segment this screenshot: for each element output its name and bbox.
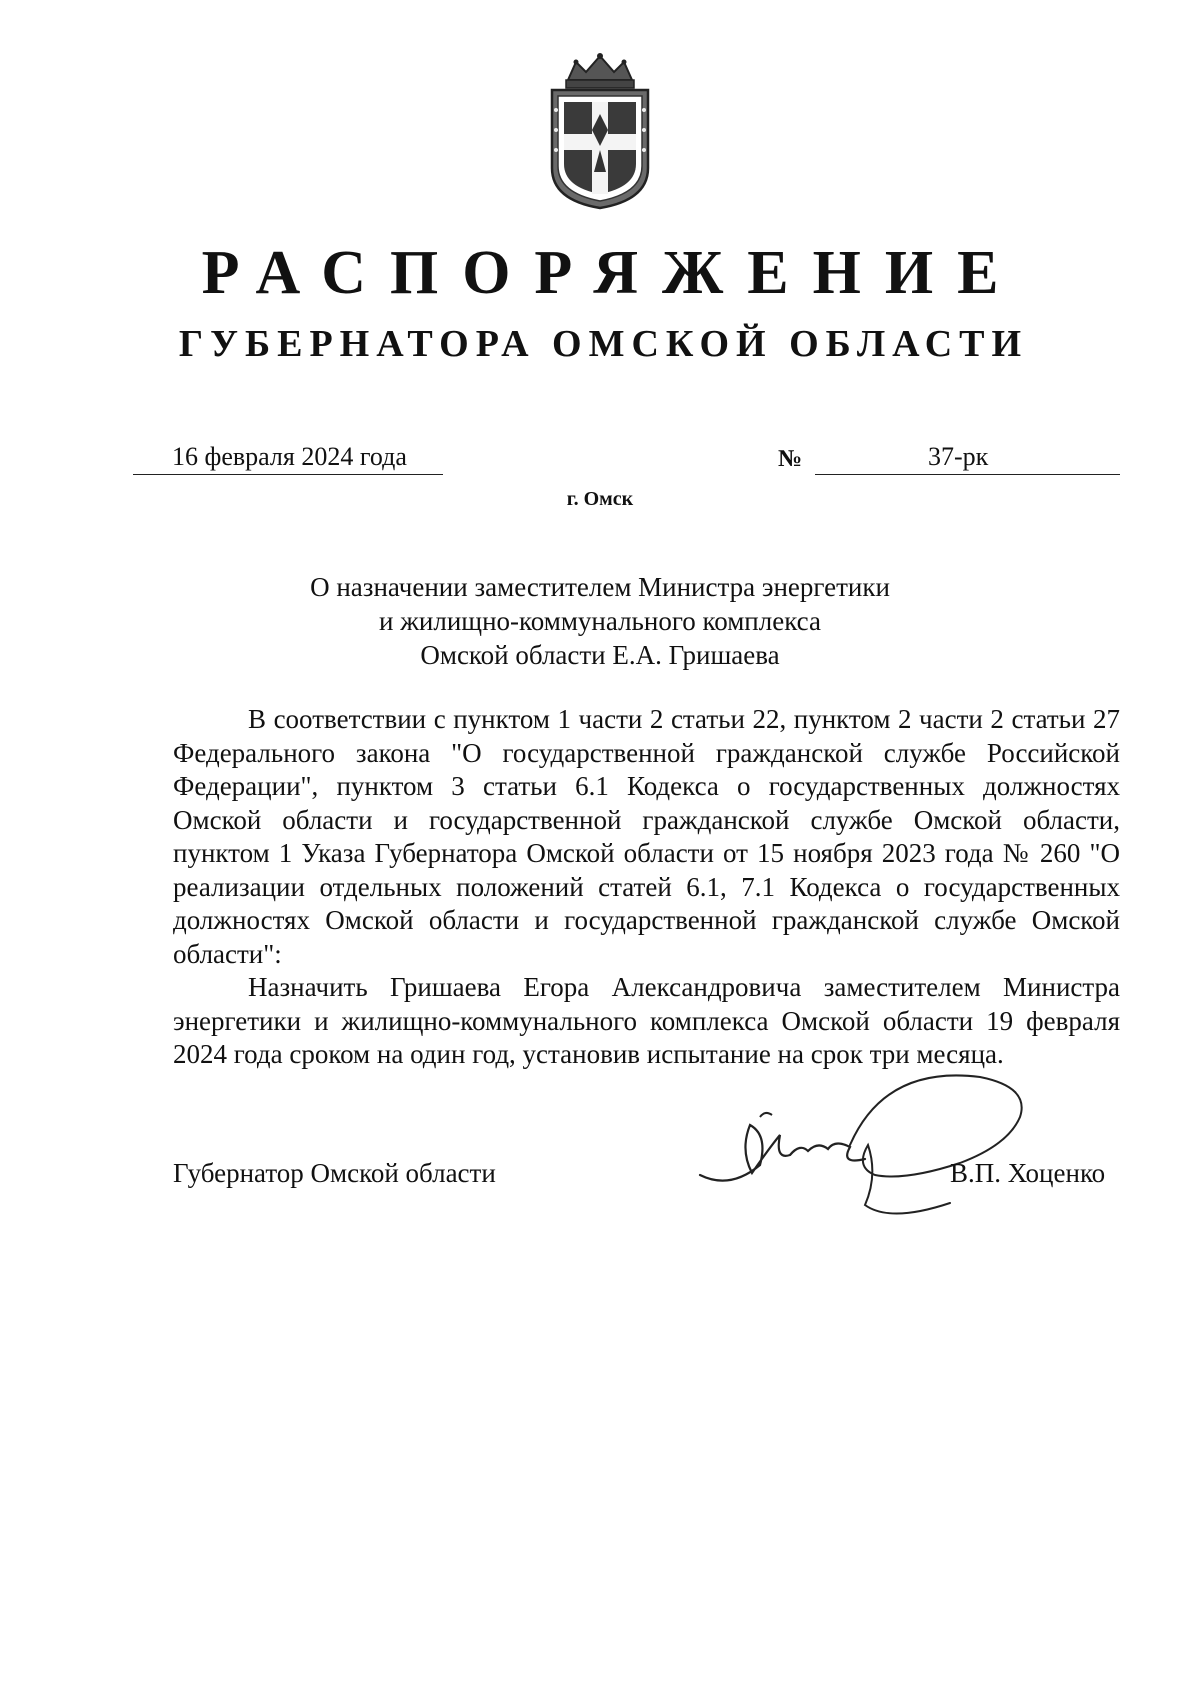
omsk-coat-of-arms-icon	[540, 50, 660, 210]
document-title: РАСПОРЯЖЕНИЕ	[201, 239, 1023, 307]
number-sign: №	[778, 446, 803, 472]
subject-line: О назначении заместителем Министра энергетики	[310, 572, 890, 602]
document-number: 37-рк	[928, 442, 989, 471]
document-body	[173, 703, 1120, 1072]
document-city: г. Омск	[566, 488, 634, 510]
subject-line: Омской области Е.А. Гришаева	[420, 640, 780, 670]
document-subtitle: ГУБЕРНАТОРА ОМСКОЙ ОБЛАСТИ	[178, 323, 1029, 365]
body-paragraph: Назначить Гришаева Егора Александровича заместителем Министра энергетики и жилищно-коммунального комплекса Омской области 19 февраля 2024 года сроком на один год, установив испытание на срок три месяца.	[173, 972, 1120, 1069]
handwritten-signature-icon	[690, 1055, 1060, 1225]
subject-line: и жилищно-коммунального комплекса	[379, 606, 821, 636]
signatory-name: В.П. Хоценко	[950, 1158, 1106, 1188]
body-paragraph: В соответствии с пунктом 1 части 2 статьи 22, пунктом 2 части 2 статьи 27 Федерального закона "О государственной гражданской службе Российской Федерации", пунктом 3 статьи 6.1 Кодекса о государственных должностях Омской области и государственной гражданской службе Омской области, пунктом 1 Указа Губернатора Омской области от 15 ноября 2023 года № 260 "О реализации отдельных положений статей 6.1, 7.1 Кодекса о государственных должностях Омской области и государственной гражданской службе Омской области":	[173, 704, 1120, 969]
document-date: 16 февраля 2024 года	[172, 442, 407, 471]
document-subject	[200, 570, 1000, 672]
signatory-position: Губернатор Омской области	[173, 1158, 496, 1188]
